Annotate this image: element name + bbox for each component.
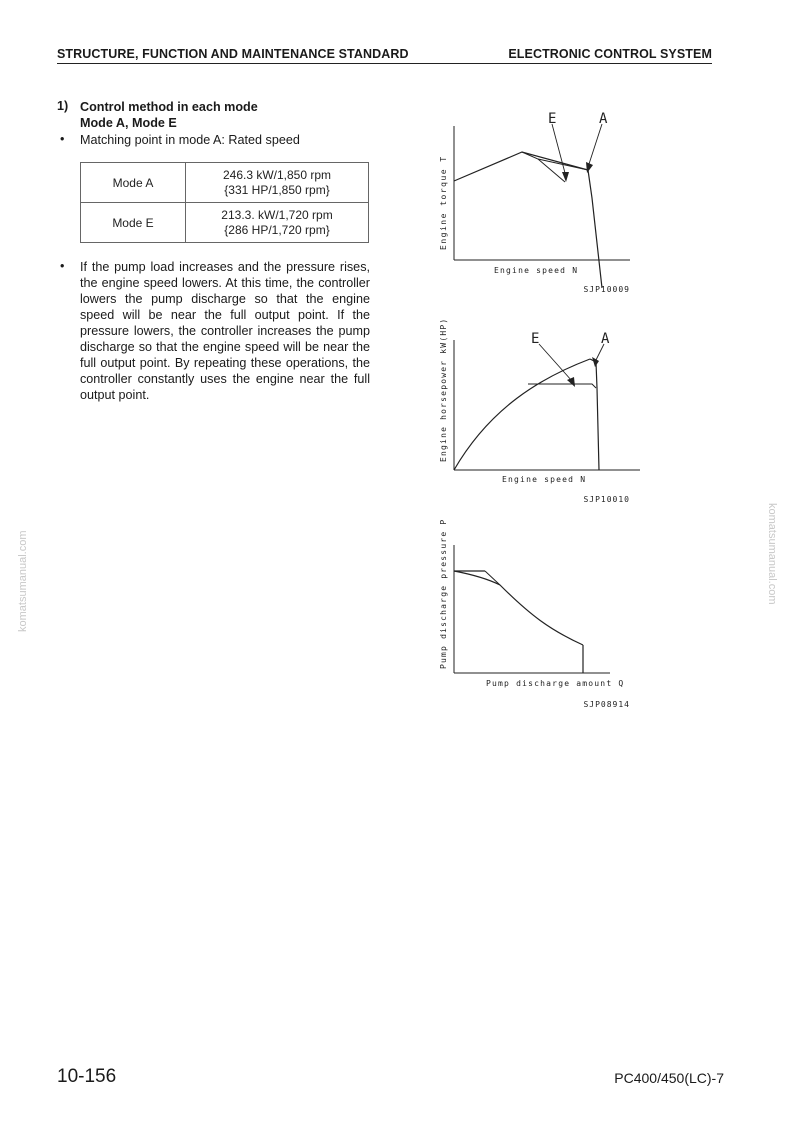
mode-e-line [528,384,596,388]
table-row [81,163,369,203]
mode-e-line [522,152,565,182]
output-hp: {331 HP/1,850 rpm} [224,182,330,197]
output-kw: 213.3. kW/1,720 rpm [221,207,333,222]
horsepower-curve [454,359,590,470]
section-title-line2: Mode A, Mode E [80,116,177,130]
label-e: E [548,111,557,127]
section-number: 1) [57,99,69,113]
a-arrowhead [586,162,593,173]
horsepower-curve-diagram [430,317,650,508]
e-leader [539,344,572,381]
mode-a-droop [590,359,599,470]
bullet-marker: • [60,259,65,273]
mode-output-table [80,162,369,243]
watermark-right: komatsumanual.com [766,503,778,605]
x-axis-label: Engine speed N [502,475,587,484]
matching-point-text: Matching point in mode A: Rated speed [80,133,300,147]
watermark-left: komatsumanual.com [17,530,29,632]
model-number: PC400/450(LC)-7 [614,1070,724,1086]
table-row [81,203,369,243]
x-axis-label: Engine speed N [494,266,579,275]
e-arrowhead [567,377,575,387]
pump-pq-diagram [430,518,650,713]
pq-curve [454,571,583,645]
figure-code: SJP10009 [583,285,630,294]
figure-code: SJP08914 [583,700,630,709]
y-axis-label: Engine horsepower kW(HP) [439,317,448,462]
header-chapter-title: ELECTRONIC CONTROL SYSTEM [508,47,712,61]
page-number: 10-156 [57,1066,117,1087]
output-hp: {286 HP/1,720 rpm} [224,222,330,237]
e-leader [552,124,565,173]
control-description-paragraph: If the pump load increases and the pressure rises, the engine speed lowers. At this time, the controller lowers the pump discharge so that the engine speed will be near the full output point. If the pressure lowers, the controller increases the pump discharge so that the engine speed will be near the full output point. By repeating these operations, the controller constantly uses the engine near the full output point. [80,260,370,402]
label-e: E [531,331,540,347]
output-cell [186,163,369,203]
mode-cell: Mode E [81,203,186,243]
a-arrowhead [592,357,599,367]
x-axis-label: Pump discharge amount Q [486,679,625,688]
header-section-title: STRUCTURE, FUNCTION AND MAINTENANCE STANDARD [57,47,409,61]
a-leader [589,124,602,164]
section-title-line1: Control method in each mode [80,100,258,114]
bullet-marker: • [60,132,65,146]
torque-curve-diagram [430,108,650,300]
label-a: A [599,111,608,127]
header-rule [57,63,712,64]
output-kw: 246.3 kW/1,850 rpm [222,167,332,182]
mode-cell: Mode A [81,163,186,203]
section-heading [80,99,258,131]
y-axis-label: Pump discharge pressure P [439,518,448,669]
mode-corner-line [485,571,500,585]
figure-code: SJP10010 [583,495,630,504]
label-a: A [601,331,610,347]
y-axis-label: Engine torque T [439,155,448,250]
output-cell [186,203,369,243]
